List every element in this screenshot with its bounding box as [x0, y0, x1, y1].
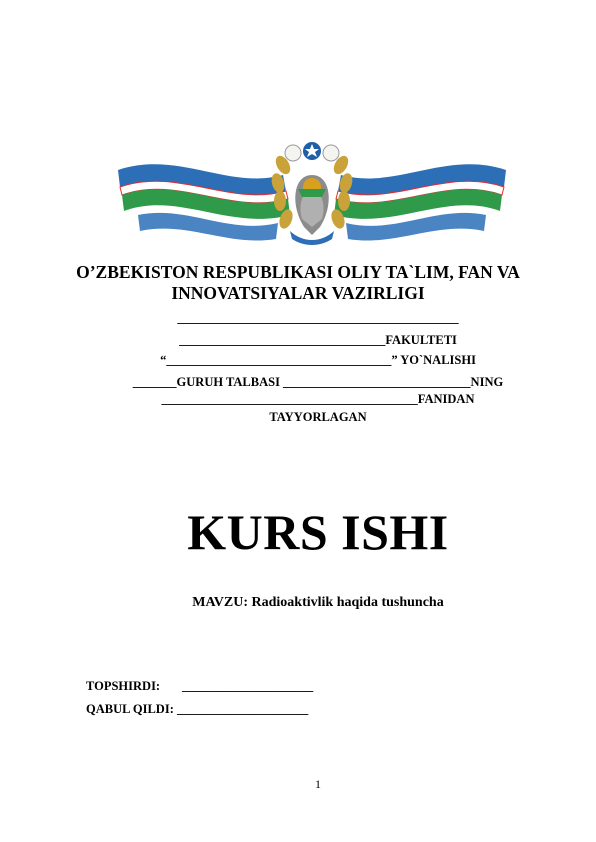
- submitted-by-line: TOPSHIRDI: _____________________: [86, 679, 314, 693]
- document-title: KURS ISHI: [187, 504, 449, 560]
- humo-bird-icon: [295, 175, 328, 235]
- star-icon: [303, 142, 321, 160]
- page-number: 1: [315, 777, 321, 791]
- blank-line: _____________________________________________: [177, 311, 459, 325]
- group-leader-line: _______GURUH TALBASI ______________________________NING: [132, 375, 504, 389]
- ministry-title-line-2: INNOVATSIYALAR VAZIRLIGI: [171, 283, 425, 303]
- prepared-line: TAYYORLAGAN: [269, 410, 367, 424]
- faculty-line: _________________________________FAKULTETI: [179, 333, 457, 347]
- direction-line: “____________________________________” YO`NALISHI: [160, 353, 476, 367]
- right-ribbon-flag: [334, 164, 506, 240]
- ministry-title-line-1: O’ZBEKISTON RESPUBLIKASI OLIY TA`LIM, FAN VA: [76, 262, 520, 282]
- topic-line: MAVZU: Radioaktivlik haqida tushuncha: [192, 595, 444, 610]
- state-emblem-icon: [118, 135, 506, 245]
- subject-line: _________________________________________FANIDAN: [161, 392, 475, 406]
- left-ribbon-flag: [118, 164, 290, 240]
- accepted-by-line: QABUL QILDI: _____________________: [86, 702, 309, 716]
